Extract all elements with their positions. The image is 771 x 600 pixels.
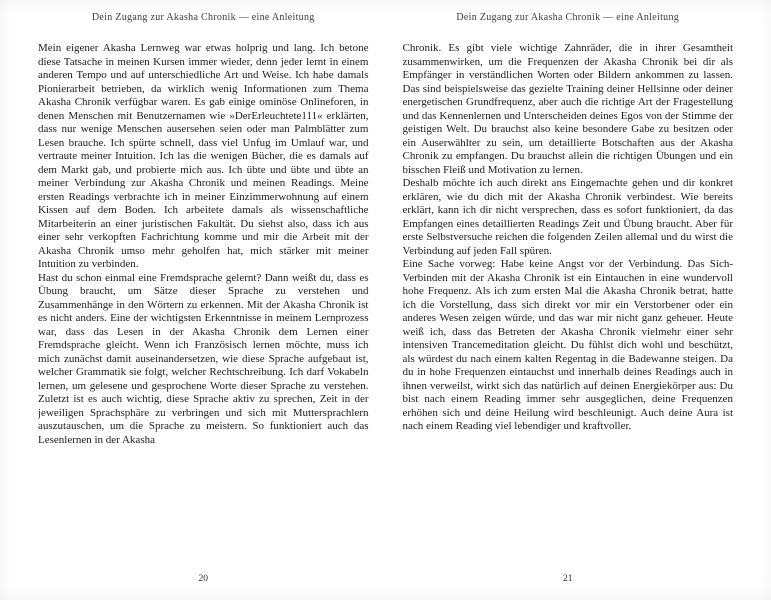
paragraph: Eine Sache vorweg: Habe keine Angst vor der Verbindung. Das Sich-Verbinden mit der Akasha Chronik ist ein Eintauchen in eine wundervoll hohe Frequenz. Als ich zum ersten Mal die Akasha Chronik betrat, hatte ich die Vorstellung, dass sich direkt vor mir ein Verstorbener oder ein anderes Wesen zeigen würde, und das war mir nicht ganz geheuer. Heute weiß ich, dass das Betreten der Akasha Chronik vielmehr einer sehr intensiven Trancemeditation gleicht. Du fühlst dich wohl und beschützt, als würdest du nach einem kalten Regentag in die Badewanne steigen. Da du in hohe Frequenzen eintauchst und innerhalb deines Readings auch in ihnen verweilst, wirkt sich das natürlich auf deinen Energiekörper aus: Du bist nach einem Reading immer sehr ausgeglichen, deine Frequenzen erhöhen sich und deine Heilung wird beschleunigt. Auch deine Aura ist nach einem Reading viel lebendiger und kraftvoller.	[402, 258, 733, 432]
paragraph: Hast du schon einmal eine Fremdsprache gelernt? Dann weißt du, dass es Übung braucht, um Sätze dieser Sprache zu verstehen und Zusammenhänge in den Wörtern zu erkennen. Mit der Akasha Chronik ist es nicht anders. Eine der wichtigsten Erkenntnisse in meinem Lernprozess war, dass das Lesen in der Akasha Chronik dem Lernen einer Fremdsprache gleicht. Wenn ich Französisch lernen möchte, muss ich mich zunächst damit auseinandersetzen, wie diese Sprache aufgebaut ist, welcher Grammatik sie folgt, welcher Rechtschreibung. Ich darf Vokabeln lernen, um gelesene und gesprochene Worte dieser Sprache zu verstehen. Zuletzt ist es auch wichtig, diese Sprache aktiv zu sprechen, Zeit in der jeweiligen Sprachsphäre zu verbringen und sich mit Muttersprachlern auszutauschen, um die Sprache zu meistern. So funktioniert auch das Lesenlernen in der Akasha	[38, 271, 369, 446]
page-right	[386, 0, 771, 600]
page-body-right	[403, 42, 734, 568]
paragraph: Chronik. Es gibt viele wichtige Zahnräder, die in ihrer Gesamtheit zusammenwirken, um die Frequenzen der Akasha Chronik bei dir als Empfänger in verständlichen Worten oder Bildern ankommen zu lassen. Das sind beispielsweise das gezielte Training deiner Hellsinne oder deiner energetischen Grundfrequenz, aber auch die richtige Art der Fragestellung und das Kennenlernen und Unterscheiden deines Egos von der Stimme der geistigen Welt. Du brauchst also keine besondere Gabe zu besitzen oder ein Auserwählter zu sein, um detaillierte Botschaften aus der Akasha Chronik zu empfangen. Du brauchst allein die richtigen Übungen und ein bisschen Fleiß und Motivation zu lernen.	[402, 42, 733, 176]
page-number-right: 21	[563, 574, 573, 584]
page-number-left: 20	[198, 574, 208, 584]
running-header-right: Dein Zugang zur Akasha Chronik — eine Anleitung	[456, 12, 680, 23]
paragraph: Mein eigener Akasha Lernweg war etwas holprig und lang. Ich betone diese Tatsache in meinen Kursen immer wieder, denn jeder lernt in einem anderen Tempo und auf unterschiedliche Art und Weise. Ich habe damals Pionierarbeit betrieben, da wirklich wenig Informationen zum Thema Akasha Chronik verfügbar waren. Es gab einige ominöse Onlineforen, in denen Menschen mit Benutzernamen wie »DerErleuchtete111« erklärten, dass nur wenige Menschen ausersehen seien oder man Palmblätter zum Lesen brauche. Ich spürte schnell, dass viel Unfug im Umlauf war, und vertraute meiner Intuition. Ich las die wenigen Bücher, die es damals auf dem Markt gab, und probierte mich aus. Ich übte und übte und übte an meiner Verbindung zur Akasha Chronik und meinen Readings. Meine ersten Readings verbrachte ich in meiner Einzimmerwohnung auf einem Kissen auf dem Boden. Ich arbeitete damals als wissenschaftliche Mitarbeiterin an einer juristischen Fakultät. Du siehst also, dass ich aus einer sehr verkopften Fachrichtung komme und mir die Arbeit mit der Akasha Chronik umso mehr geholfen hat, mich stärker mit meiner Intuition zu verbinden.	[38, 42, 369, 270]
page-body-left	[38, 42, 369, 568]
paragraph: Deshalb möchte ich auch direkt ans Eingemachte gehen und dir konkret erklären, wie du dich mit der Akasha Chronik verbindest. Wie bereits erklärt, kann ich dir nicht versprechen, dass es sofort funktioniert, da das Empfangen eines detaillierten Readings Zeit und Übung braucht. Aber für erste Selbstversuche reichen die folgenden Zeilen allemal und du wirst die Verbindung auf jeden Fall spüren.	[402, 177, 733, 257]
running-header-left: Dein Zugang zur Akasha Chronik — eine Anleitung	[91, 12, 315, 23]
